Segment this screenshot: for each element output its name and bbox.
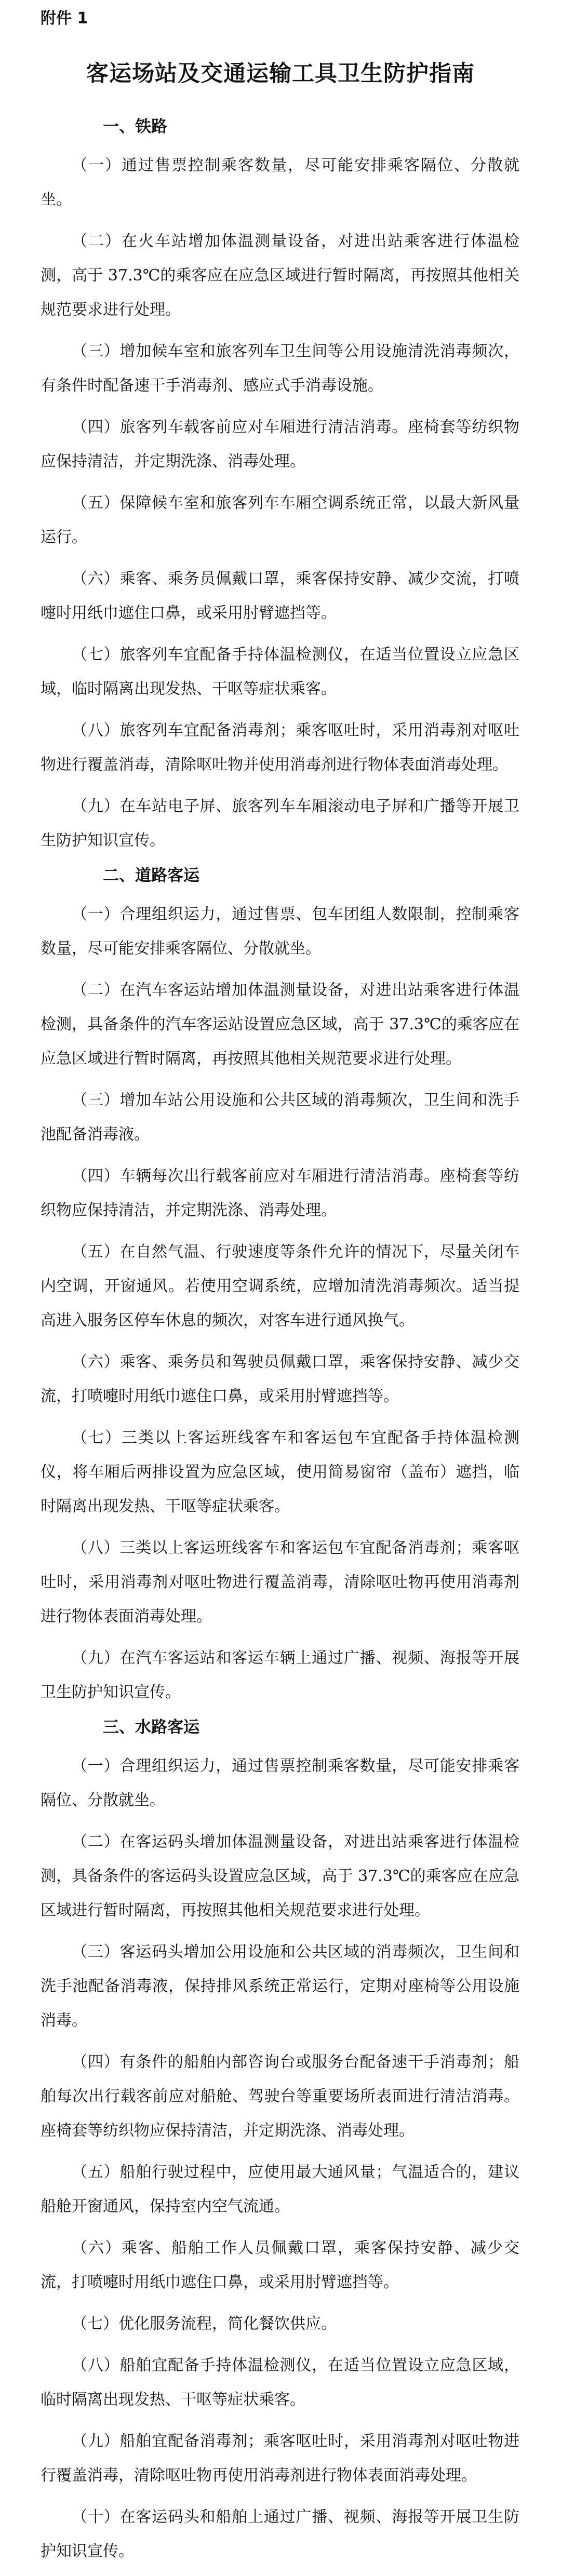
paragraph: （六）乘客、乘务员佩戴口罩，乘客保持安静、减少交流，打喷嚏时用纸巾遮住口鼻，或采用肘臂遮挡等。 [41, 570, 519, 622]
paragraph: （三）增加候车室和旅客列车卫生间等公用设施清洗消毒频次，有条件时配备速干手消毒剂、感应式手消毒设施。 [41, 342, 519, 395]
paragraph: （六）乘客、乘务员和驾驶员佩戴口罩，乘客保持安静、减少交流，打喷嚏时用纸巾遮住口鼻，或采用肘臂遮挡等。 [41, 1353, 519, 1405]
paragraph: （三）客运码头增加公用设施和公共区域的消毒频次，卫生间和洗手池配备消毒液，保持排风系统正常运行，定期对座椅等公用设施消毒。 [41, 1943, 519, 2030]
paragraph: （九）在汽车客运站和客运车辆上通过广播、视频、海报等开展卫生防护知识宣传。 [41, 1649, 519, 1701]
paragraph: （四）旅客列车载客前应对车厢进行清洁消毒。座椅套等纺织物应保持清洁，并定期洗涤、消毒处理。 [41, 418, 519, 471]
paragraph: （三）增加车站公用设施和公共区域的消毒频次，卫生间和洗手池配备消毒液。 [41, 1091, 519, 1144]
paragraph: （一）合理组织运力，通过售票、包车团组人数限制，控制乘客数量，尽可能安排乘客隔位、分散就坐。 [41, 905, 519, 958]
document-title: 客运场站及交通运输工具卫生防护指南 [86, 61, 475, 87]
paragraph: （二）在火车站增加体温测量设备，对进出站乘客进行体温检测，高于 37.3℃的乘客应在应急区域进行暂时隔离，再按照其他相关规范要求进行处理。 [41, 232, 519, 319]
paragraph: （六）乘客、船舶工作人员佩戴口罩，乘客保持安静、减少交流，打喷嚏时用纸巾遮住口鼻，或采用肘臂遮挡等。 [41, 2239, 519, 2291]
document-body [41, 116, 519, 2576]
paragraph: （九）船舶宜配备消毒剂；乘客呕吐时，采用消毒剂对呕吐物进行覆盖消毒，清除呕吐物再使用消毒剂进行物体表面消毒处理。 [41, 2432, 519, 2485]
paragraph: （二）在汽车客运站增加体温测量设备，对进出站乘客进行体温检测，具备条件的汽车客运站设置应急区域，高于 37.3℃的乘客应在应急区域进行暂时隔离，再按照其他相关规范要求进行处理。 [41, 981, 519, 1068]
section-heading-railway: 一、铁路 [103, 117, 167, 136]
paragraph: （四）有条件的船舶内部咨询台或服务台配备速干手消毒剂；船舶每次出行载客前应对船舱、驾驶台等重要场所表面进行清洁消毒。座椅套等纺织物应保持清洁，并定期洗涤、消毒处理。 [41, 2053, 519, 2140]
paragraph: （五）在自然气温、行驶速度等条件允许的情况下，尽量关闭车内空调，开窗通风。若使用空调系统，应增加清洗消毒频次。适当提高进入服务区停车休息的频次，对客车进行通风换气。 [41, 1243, 519, 1330]
paragraph: （七）旅客列车宜配备手持体温检测仪，在适当位置设立应急区域，临时隔离出现发热、干呕等症状乘客。 [41, 646, 519, 698]
section-heading-waterway: 三、水路客运 [103, 1718, 199, 1737]
paragraph: （一）合理组织运力，通过售票控制乘客数量，尽可能安排乘客隔位、分散就坐。 [41, 1757, 519, 1809]
paragraph: （十）在客运码头和船舶上通过广播、视频、海报等开展卫生防护知识宣传。 [41, 2508, 519, 2560]
section-heading-road: 二、道路客运 [103, 866, 199, 885]
paragraph: （一）通过售票控制乘客数量，尽可能安排乘客隔位、分散就坐。 [41, 156, 519, 209]
paragraph: （四）车辆每次出行载客前应对车厢进行清洁消毒。座椅套等纺织物应保持清洁，并定期洗涤、消毒处理。 [41, 1167, 519, 1219]
attachment-label: 附件 1 [41, 9, 88, 28]
paragraph: （二）在客运码头增加体温测量设备，对进出站乘客进行体温检测，具备条件的客运码头设置应急区域，高于 37.3℃的乘客应在应急区域进行暂时隔离，再按照其他相关规范要求进行处理。 [41, 1833, 519, 1920]
paragraph: （八）船舶宜配备手持体温检测仪，在适当位置设立应急区域，临时隔离出现发热、干呕等症状乘客。 [41, 2356, 519, 2409]
paragraph: （八）旅客列车宜配备消毒剂；乘客呕吐时，采用消毒剂对呕吐物进行覆盖消毒，清除呕吐物并使用消毒剂进行物体表面消毒处理。 [41, 721, 519, 774]
paragraph: （七）优化服务流程，简化餐饮供应。 [72, 2315, 337, 2333]
paragraph: （七）三类以上客运班线客车和客运包车宜配备手持体温检测仪，将车厢后两排设置为应急区域，使用简易窗帘（盖布）遮挡，临时隔离出现发热、干呕等症状乘客。 [41, 1429, 519, 1515]
paragraph: （五）船舶行驶过程中，应使用最大通风量；气温适合的，建议船舱开窗通风，保持室内空气流通。 [41, 2163, 519, 2216]
paragraph: （八）三类以上客运班线客车和客运包车宜配备消毒剂；乘客呕吐时，采用消毒剂对呕吐物进行覆盖消毒，清除呕吐物再使用消毒剂进行物体表面消毒处理。 [41, 1539, 519, 1626]
paragraph: （九）在车站电子屏、旅客列车车厢滚动电子屏和广播等开展卫生防护知识宣传。 [41, 797, 519, 850]
paragraph: （五）保障候车室和旅客列车车厢空调系统正常，以最大新风量运行。 [41, 494, 519, 546]
